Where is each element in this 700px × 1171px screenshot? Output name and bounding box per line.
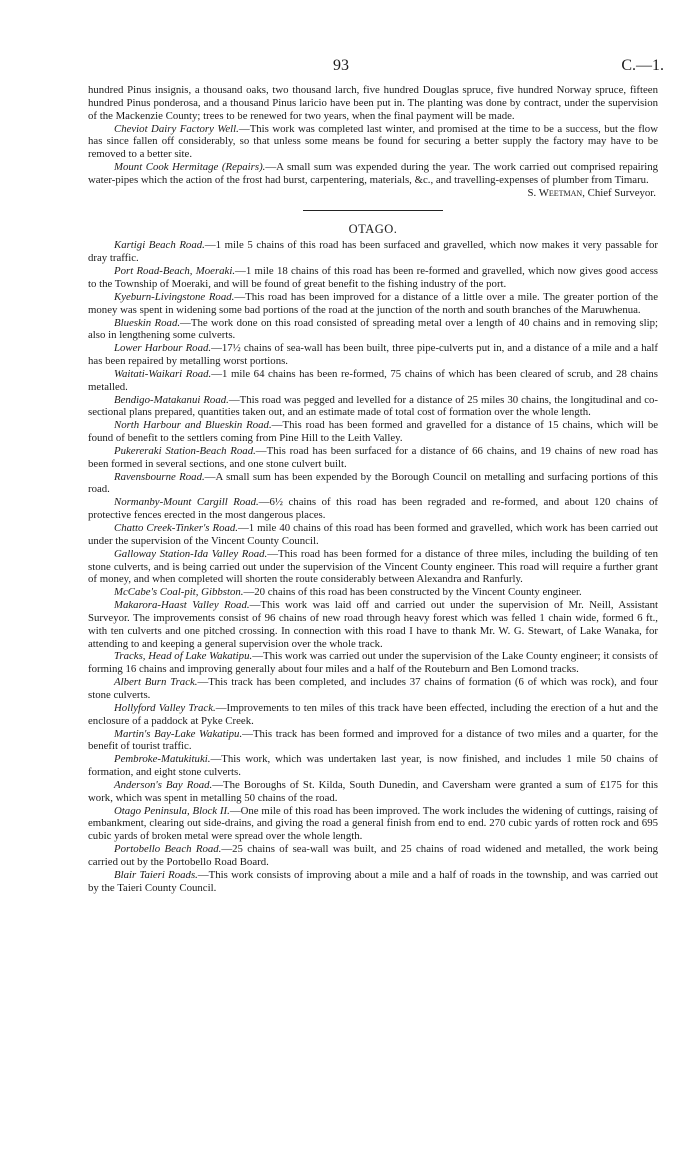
paragraph-title: Pembroke-Matukituki. xyxy=(114,753,211,766)
paragraph xyxy=(88,805,658,844)
paragraph xyxy=(88,342,658,368)
paragraph-text: —A small sum has been expended by the Borough Council on metalling and surfacing portions of this road. xyxy=(88,470,658,496)
signature xyxy=(88,187,658,200)
paragraph-text: —This road has been formed for a distance of three miles, including the building of ten stone culverts, and is being carried out under the supervision of the Vincent County engineer. This road will require a further grant of money, and when completed will shorten the route considerably between Alexandra and Ranfurly. xyxy=(88,547,658,586)
paragraph-title: Martin's Bay-Lake Wakatipu. xyxy=(114,727,243,740)
paragraph-title: Kartigi Beach Road. xyxy=(114,239,205,252)
paragraph-title: Kyeburn-Livingstone Road. xyxy=(114,290,235,303)
paragraph xyxy=(88,869,658,895)
paragraph xyxy=(88,599,658,650)
paragraph-title: Waitati-Waikari Road. xyxy=(114,367,212,380)
paragraph xyxy=(88,728,658,754)
paragraph-title: Albert Burn Track. xyxy=(114,676,198,689)
paragraph xyxy=(88,753,658,779)
paragraph xyxy=(88,265,658,291)
paragraph-title: Portobello Beach Road. xyxy=(114,843,222,856)
paragraph-text: —1 mile 40 chains of this road has been formed and gravelled, which work has been carried out under the supervision of the Vincent County Council. xyxy=(88,522,658,547)
paragraph-title: Hollyford Valley Track. xyxy=(114,701,216,714)
paragraph xyxy=(88,779,658,805)
paragraph-title: Chatto Creek-Tinker's Road. xyxy=(114,522,238,534)
paragraph xyxy=(88,471,658,497)
paragraph-text: —17½ chains of sea-wall has been built, three pipe-culverts put in, and a distance of a mile and a half has been repaired by metalling worst portions. xyxy=(88,342,658,368)
paragraph-title: Anderson's Bay Road. xyxy=(114,778,213,791)
paragraph xyxy=(88,161,658,187)
paragraph-text: —This road has been surfaced for a distance of 66 chains, and 19 chains of new road has been formed in several sections, and one stone culvert built. xyxy=(88,444,658,470)
paragraph xyxy=(88,239,658,265)
paragraph-title: Ravensbourne Road. xyxy=(114,470,205,483)
paragraph-text: —This work, which was undertaken last year, is now finished, and includes 1 mile 50 chains of formation, and eight stone culverts. xyxy=(88,753,658,779)
paragraph xyxy=(88,650,658,676)
paragraph xyxy=(88,496,658,522)
paragraph-text: —1 mile 18 chains of this road has been re-formed and gravelled, which now gives good access to the Township of Moeraki, and will be found of great benefit to the fishing industry of the port. xyxy=(88,265,658,290)
paragraph-text: —1 mile 5 chains of this road has been surfaced and gravelled, which now makes it very passable for dray traffic. xyxy=(88,239,658,265)
paragraph-title: Blueskin Road. xyxy=(114,316,181,329)
paragraph-title: McCabe's Coal-pit, Gibbston. xyxy=(114,586,244,599)
paragraph-title: Cheviot Dairy Factory Well. xyxy=(114,122,239,135)
paragraph xyxy=(88,676,658,702)
otago-section xyxy=(88,239,658,894)
signature-name: S. Weetman, xyxy=(527,186,585,199)
paragraph-title: Bendigo-Matakanui Road. xyxy=(114,393,229,406)
paragraph-text: —Improvements to ten miles of this track have been effected, including the erection of a hut and the enclosure of a paddock at Pyke Creek. xyxy=(88,701,658,727)
paragraph xyxy=(88,317,658,343)
paragraph xyxy=(88,445,658,471)
paragraph xyxy=(88,84,658,123)
paragraph-text: —This work was laid off and carried out under the supervision of Mr. Neill, Assistant Surveyor. The improvements consist of 96 chains of new road through heavy forest which was felled 1 chain wide, formed 6 ft., with ten culverts and one pitched crossing. In connection with this road I have to thank Mr. W. G. Stewart, of Lake Wanaka, for attending to and keeping a general supervision over the whole track. xyxy=(88,599,658,650)
paragraph-text: hundred Pinus insignis, a thousand oaks, two thousand larch, five hundred Douglas spruce, five hundred Norway spruce, fifteen hundred Pinus ponderosa, and a thousand Pinus laricio have been put in. The planting was done by contract, under the supervision of the Mackenzie County; trees to be renewed for two years, when the final payment will be made. xyxy=(88,84,658,122)
paragraph-text: —A small sum was expended during the year. The work carried out comprised repairing water-pipes which the action of the frost had burst, carpentering, materials, &c., and travelling-expenses of plumber from Timaru. xyxy=(88,161,658,186)
paragraph-title: Tracks, Head of Lake Wakatipu. xyxy=(114,650,253,663)
paragraph-title: Port Road-Beach, Moeraki. xyxy=(114,265,236,278)
paragraph-text: —This work was carried out under the supervision of the Lake County engineer; it consists of forming 16 chains and improving generally about four miles and a half of the Routeburn and Ben Lomond tracks. xyxy=(88,650,658,676)
paragraph xyxy=(88,522,658,548)
paragraph-text: —25 chains of sea-wall was built, and 25 chains of road widened and metalled, the work being carried out by the Portobello Road Board. xyxy=(88,843,658,868)
paragraph xyxy=(88,394,658,420)
section-heading-otago: OTAGO. xyxy=(348,221,398,236)
section-divider xyxy=(303,210,443,211)
paragraph xyxy=(88,548,658,587)
paragraph-text: —This track has been completed, and includes 37 chains of formation (6 of which was rock), and four stone culverts. xyxy=(88,676,658,701)
paragraph xyxy=(88,702,658,728)
paragraph xyxy=(88,586,658,599)
paragraph xyxy=(88,419,658,445)
paragraph xyxy=(88,843,658,869)
paragraph-title: North Harbour and Blueskin Road. xyxy=(114,419,272,432)
paragraph-text: —One mile of this road has been improved. The work includes the widening of cuttings, raising of embankment, clearing out side-drains, and giving the road a general finish from end to end. 270 cubic yards of rotten rock and 695 cubic yards of broken metal were spread over the whole length. xyxy=(88,804,658,843)
paragraph-text: —This work consists of improving about a mile and a half of roads in the township, and was carried out by the Taieri County Council. xyxy=(88,868,658,894)
paragraph-title: Mount Cook Hermitage (Repairs). xyxy=(114,161,266,174)
paragraph-title: Lower Harbour Road. xyxy=(114,342,212,355)
paragraph-title: Blair Taieri Roads. xyxy=(114,868,198,881)
paragraph xyxy=(88,123,658,162)
paragraph-text: —The work done on this road consisted of spreading metal over a length of 40 chains and in removing slip; also in lengthening some culverts. xyxy=(88,316,658,342)
canterbury-section xyxy=(88,84,658,187)
paragraph-title: Normanby-Mount Cargill Road. xyxy=(114,496,259,509)
paragraph-title: Makarora-Haast Valley Road. xyxy=(114,599,250,612)
paragraph-title: Galloway Station-Ida Valley Road. xyxy=(114,547,268,560)
body-text xyxy=(88,84,658,894)
paragraph-text: —This road has been formed and gravelled for a distance of 15 chains, which will be found of benefit to the settlers coming from Pine Hill to the Leith Valley. xyxy=(88,419,659,445)
paragraph-title: Pukereraki Station-Beach Road. xyxy=(114,444,256,457)
paragraph-text: —The Boroughs of St. Kilda, South Dunedin, and Caversham were granted a sum of £175 for this work, which was spent in metalling 50 chains of the road. xyxy=(88,778,658,804)
paragraph-text: —This work was completed last winter, and promised at the time to be a success, but the flow has since fallen off considerably, so that unless some means be found for securing a better supply the factory may have to be removed to a better site. xyxy=(88,122,658,161)
report-code: C.—1. xyxy=(621,57,664,74)
paragraph-text: —This road was pegged and levelled for a distance of 25 miles 30 chains, the longitudinal and co-sectional plans prepared, quantities taken out, and an estimate made of total cost of formation over the whole length. xyxy=(88,393,659,419)
paragraph-text: —6½ chains of this road has been regraded and re-formed, and about 120 chains of protective fences erected in the most dangerous places. xyxy=(88,496,658,522)
paragraph-text: —20 chains of this road has been constructed by the Vincent County engineer. xyxy=(243,586,582,599)
signature-title: Chief Surveyor. xyxy=(587,186,656,199)
paragraph xyxy=(88,368,658,394)
paragraph-text: —This road has been improved for a distance of a little over a mile. The greater portion of the money was spent in widening some bad portions of the road at the junction of the north and south branches of the Maruwhenua. xyxy=(88,290,659,316)
page-number: 93 xyxy=(333,57,349,74)
paragraph xyxy=(88,291,658,317)
paragraph-text: —1 mile 64 chains has been re-formed, 75 chains of which has been cleared of scrub, and 28 chains metalled. xyxy=(88,367,658,393)
paragraph-text: —This track has been formed and improved for a distance of two miles and a quarter, for the benefit of tourist traffic. xyxy=(88,727,658,753)
paragraph-title: Otago Peninsula, Block II. xyxy=(114,804,230,817)
